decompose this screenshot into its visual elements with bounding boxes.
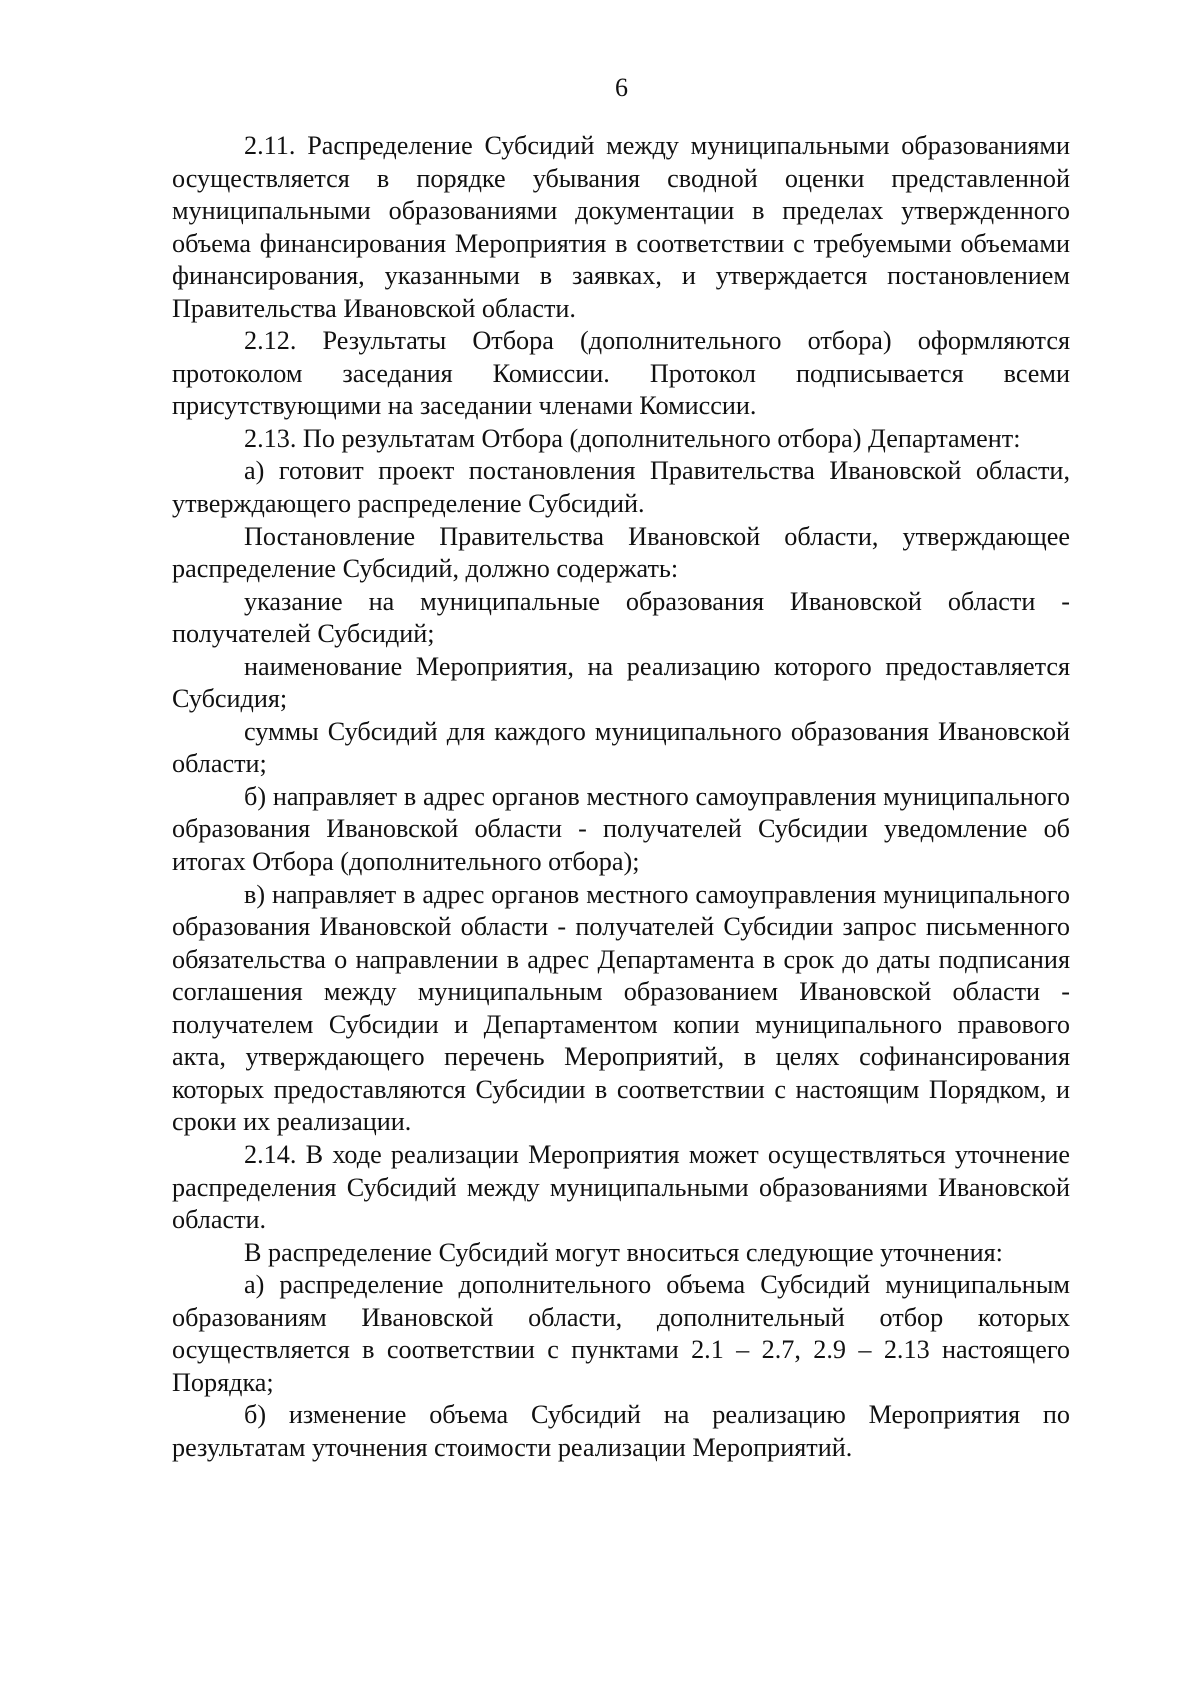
paragraph-2-14: 2.14. В ходе реализации Мероприятия может осуществляться уточнение распределения Субсидий между муниципальными образованиями Ивановской области. [172,1139,1070,1235]
paragraph-2-14-b: б) изменение объема Субсидий на реализацию Мероприятия по результатам уточнения стоимости реализации Мероприятий. [172,1400,1070,1462]
paragraph-2-13-a: а) готовит проект постановления Правительства Ивановской области, утверждающего распределение Субсидий. [172,456,1070,519]
document-body [172,130,1070,1464]
paragraph-2-11: 2.11. Распределение Субсидий между муниципальными образованиями осуществляется в порядке убывания сводной оценки представленной муниципальными образованиями документации в пределах утвержденного объема финансирования Мероприятия в соответствии с требуемыми объемами финансирования, указанными в заявках, и утверждается постановлением Правительства Ивановской области. [172,131,1070,323]
paragraph-clarifications: В распределение Субсидий могут вноситься следующие уточнения: [244,1237,1003,1267]
paragraph-2-12: 2.12. Результаты Отбора (дополнительного отбора) оформляются протоколом заседания Комиссии. Протокол подписывается всеми присутствующими на заседании членами Комиссии. [172,326,1070,421]
paragraph-2-14-a: а) распределение дополнительного объема Субсидий муниципальным образованиям Ивановской области, дополнительный отбор которых осуществляется в соответствии с пунктами 2.1 – 2.7, 2.9 – 2.13 настоящего Порядка; [172,1270,1070,1397]
paragraph-2-13-b: б) направляет в адрес органов местного самоуправления муниципального образования Ивановской области - получателей Субсидии уведомление об итогах Отбора (дополнительного отбора); [172,781,1070,877]
paragraph-recipients: указание на муниципальные образования Ивановской области - получателей Субсидий; [172,586,1070,649]
paragraph-resolution-content: Постановление Правительства Ивановской области, утверждающее распределение Субсидий, должно содержать: [172,521,1070,584]
page-number: 6 [615,73,628,102]
paragraph-subsidy-sums: суммы Субсидий для каждого муниципального образования Ивановской области; [172,716,1070,779]
paragraph-event-name: наименование Мероприятия, на реализацию которого предоставляется Субсидия; [172,651,1070,714]
paragraph-2-13-v: в) направляет в адрес органов местного самоуправления муниципального образования Ивановской области - получателей Субсидии запрос письменного обязательства о направлении в адрес Департамента в срок до даты подписания соглашения между муниципальным образованием Ивановской области - получателем Субсидии и Департаментом копии муниципального правового акта, утверждающего перечень Мероприятий, в целях софинансирования которых предоставляются Субсидии в соответствии с настоящим Порядком, и сроки их реализации. [172,879,1070,1137]
paragraph-2-13: 2.13. По результатам Отбора (дополнительного отбора) Департамент: [244,423,1021,453]
